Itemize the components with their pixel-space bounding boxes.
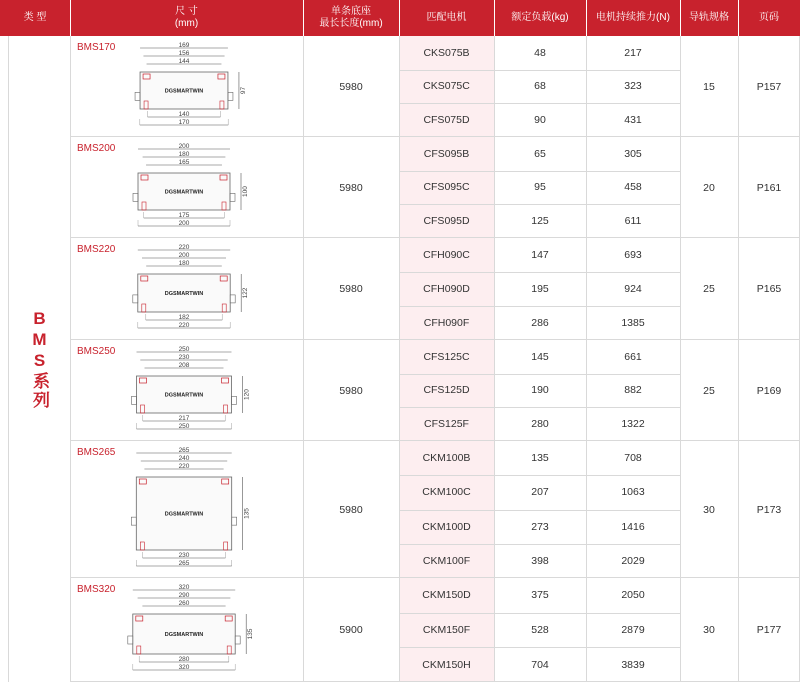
header-type: 类 型 — [23, 12, 47, 23]
motor-model: CKM100F — [422, 554, 471, 567]
continuous-force: 708 — [624, 452, 642, 465]
top-dimension-label: 144 — [178, 58, 190, 65]
max-length: 5980 — [339, 384, 363, 397]
continuous-force: 2879 — [621, 623, 645, 636]
brand-logo: DGSMARTWIN — [164, 189, 204, 196]
rated-load: 528 — [531, 623, 549, 636]
cross-section-drawing — [122, 244, 272, 334]
rated-load: 95 — [534, 181, 546, 194]
rated-load: 90 — [534, 114, 546, 127]
max-length: 5980 — [339, 503, 363, 516]
side-dimension-label: 122 — [242, 287, 250, 299]
header-rail: 导轨规格 — [689, 12, 729, 23]
model-name: BMS250 — [77, 346, 116, 357]
rated-load: 398 — [531, 554, 549, 567]
rated-load: 207 — [531, 486, 549, 499]
cross-section-drawing — [122, 584, 272, 676]
rated-load: 280 — [531, 418, 549, 431]
continuous-force: 2029 — [621, 554, 645, 567]
top-dimension-label: 230 — [178, 354, 190, 361]
rated-load: 147 — [531, 249, 549, 261]
side-clamp-left — [131, 517, 136, 525]
rail-spec: 15 — [703, 80, 715, 93]
rated-load: 375 — [531, 589, 549, 602]
page-number: P173 — [756, 503, 782, 516]
continuous-force: 1063 — [621, 486, 645, 499]
bottom-dimension-label: 175 — [178, 212, 190, 219]
side-clamp-left — [133, 295, 138, 303]
continuous-force: 1416 — [621, 520, 645, 533]
page-number: P165 — [756, 283, 782, 295]
bottom-dimension-label: 200 — [178, 220, 190, 227]
top-dimension-label: 208 — [178, 362, 190, 369]
continuous-force: 217 — [624, 46, 642, 59]
model-name: BMS265 — [77, 447, 116, 458]
top-dimension-label: 165 — [178, 159, 190, 166]
motor-model: CKS075B — [423, 46, 470, 59]
rated-load: 48 — [534, 46, 546, 59]
rated-load: 145 — [531, 350, 549, 363]
rated-load: 135 — [531, 452, 549, 465]
motor-model: CKM150D — [422, 589, 471, 602]
top-dimension-label: 180 — [178, 151, 190, 158]
side-clamp-right — [232, 396, 237, 404]
side-dimension-label: 135 — [243, 508, 251, 519]
rail-spec: 30 — [703, 624, 715, 636]
model-name: BMS320 — [77, 584, 116, 595]
continuous-force: 323 — [624, 80, 642, 93]
bottom-dimension-label: 320 — [178, 664, 190, 671]
continuous-force: 693 — [624, 249, 642, 261]
motor-model: CFS095B — [423, 147, 470, 160]
max-length: 5980 — [339, 181, 363, 194]
column-divider — [70, 36, 71, 682]
motor-model: CFS125D — [423, 384, 470, 397]
continuous-force: 1322 — [621, 418, 645, 431]
rated-load: 68 — [534, 80, 546, 93]
top-dimension-label: 240 — [178, 455, 190, 462]
top-dimension-label: 260 — [178, 600, 190, 607]
motor-model: CFH090C — [423, 249, 470, 261]
motor-model: CKM100D — [422, 520, 471, 533]
model-name: BMS200 — [77, 143, 116, 154]
column-divider — [8, 36, 9, 682]
bottom-dimension-label: 182 — [178, 314, 190, 321]
header-load: 额定负载(kg) — [511, 12, 569, 23]
motor-model: CFS095D — [423, 215, 470, 228]
header-length: 单条底座 最长长度(mm) — [319, 6, 383, 29]
motor-model: CKM100C — [422, 486, 471, 499]
max-length: 5900 — [339, 624, 363, 636]
continuous-force: 305 — [624, 147, 642, 160]
page-number: P161 — [756, 181, 782, 194]
brand-logo: DGSMARTWIN — [164, 511, 204, 518]
continuous-force: 3839 — [621, 658, 645, 671]
bottom-dimension-label: 220 — [178, 322, 190, 329]
side-dimension-label: 97 — [239, 86, 247, 95]
rated-load: 125 — [531, 215, 549, 228]
series-label: BMS系列 — [30, 308, 49, 410]
side-clamp-right — [230, 193, 235, 201]
rated-load: 286 — [531, 317, 549, 329]
page-number: P177 — [756, 624, 782, 636]
side-clamp-right — [235, 636, 240, 644]
motor-model: CKS075C — [423, 80, 470, 93]
cross-section-drawing — [122, 447, 272, 572]
brand-logo: DGSMARTWIN — [164, 632, 204, 638]
side-dimension-label: 120 — [243, 389, 251, 400]
side-clamp-right — [230, 295, 235, 303]
bottom-dimension-label: 230 — [178, 552, 190, 559]
top-dimension-label: 220 — [178, 244, 190, 251]
motor-model: CFS125C — [423, 350, 470, 363]
continuous-force: 924 — [624, 283, 642, 295]
brand-logo: DGSMARTWIN — [164, 291, 204, 297]
continuous-force: 458 — [624, 181, 642, 194]
top-dimension-label: 156 — [178, 50, 190, 57]
cross-section-drawing — [122, 346, 272, 435]
rail-spec: 25 — [703, 283, 715, 295]
continuous-force: 882 — [624, 384, 642, 397]
top-dimension-label: 180 — [178, 260, 190, 267]
continuous-force: 431 — [624, 114, 642, 127]
side-clamp-left — [135, 92, 140, 100]
continuous-force: 1385 — [621, 317, 645, 329]
motor-model: CKM150H — [422, 658, 471, 671]
top-dimension-label: 169 — [178, 42, 190, 49]
top-dimension-label: 200 — [178, 143, 190, 150]
bottom-dimension-label: 250 — [178, 423, 190, 430]
side-dimension-label: 135 — [247, 628, 255, 640]
rated-load: 195 — [531, 283, 549, 295]
motor-model: CFS075D — [423, 114, 470, 127]
motor-model: CKM150F — [422, 623, 471, 636]
top-dimension-label: 265 — [178, 447, 190, 454]
side-clamp-left — [132, 396, 137, 404]
motor-model: CFS095C — [423, 181, 470, 194]
continuous-force: 611 — [624, 215, 642, 228]
top-dimension-label: 290 — [178, 592, 190, 599]
cross-section-drawing — [122, 42, 272, 131]
bottom-dimension-label: 140 — [178, 111, 190, 118]
bottom-dimension-label: 280 — [178, 656, 190, 663]
rail-spec: 25 — [703, 384, 715, 397]
max-length: 5980 — [339, 283, 363, 295]
page-number: P157 — [756, 80, 782, 93]
header-size: 尺 寸 (mm) — [174, 6, 199, 29]
rated-load: 273 — [531, 520, 549, 533]
motor-model: CKM100B — [422, 452, 471, 465]
side-clamp-right — [232, 517, 237, 525]
motor-model: CFS125F — [424, 418, 469, 431]
continuous-force: 661 — [624, 350, 642, 363]
rail-spec: 30 — [703, 503, 715, 516]
model-name: BMS170 — [77, 42, 116, 53]
brand-logo: DGSMARTWIN — [164, 392, 204, 399]
rated-load: 190 — [531, 384, 549, 397]
bottom-dimension-label: 170 — [178, 119, 190, 126]
rail-spec: 20 — [703, 181, 715, 194]
bottom-dimension-label: 265 — [178, 560, 190, 567]
side-clamp-left — [133, 193, 138, 201]
model-name: BMS220 — [77, 244, 116, 255]
motor-model: CFH090F — [423, 317, 470, 329]
side-clamp-left — [128, 636, 133, 644]
header-page: 页码 — [759, 12, 779, 23]
cross-section-drawing — [122, 143, 272, 232]
header-motor: 匹配电机 — [426, 12, 467, 23]
motor-model: CFH090D — [423, 283, 470, 295]
continuous-force: 2050 — [621, 589, 645, 602]
top-dimension-label: 250 — [178, 346, 190, 353]
side-clamp-right — [228, 92, 233, 100]
page-number: P169 — [756, 384, 782, 397]
top-dimension-label: 320 — [178, 584, 190, 591]
rated-load: 65 — [534, 147, 546, 160]
header-force: 电机持续推力(N) — [596, 12, 670, 23]
series-cell — [8, 36, 70, 682]
max-length: 5980 — [339, 80, 363, 93]
rated-load: 704 — [531, 658, 549, 671]
bottom-dimension-label: 217 — [178, 415, 190, 422]
brand-logo: DGSMARTWIN — [164, 88, 204, 95]
side-dimension-label: 100 — [242, 186, 249, 197]
top-dimension-label: 220 — [178, 463, 190, 470]
top-dimension-label: 200 — [178, 252, 190, 259]
